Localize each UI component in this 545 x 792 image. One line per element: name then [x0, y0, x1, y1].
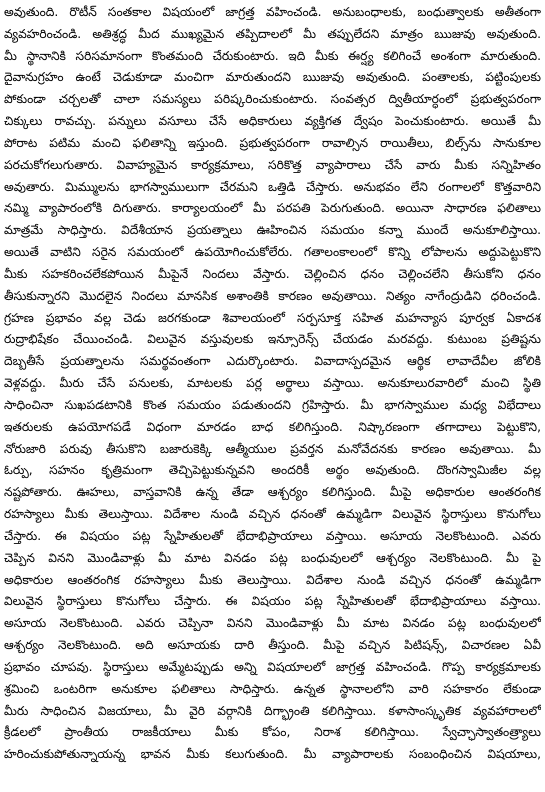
- text-line: నోరుజారి పరువు తీసుకొని బజారుకెక్కి ఆత్మీయుల ప్రవర్తన మనోవేదనకు కారణం అవుతాయి. మీ: [4, 441, 541, 456]
- text-line: చేస్తారు. ఈ విషయం పట్ల స్నేహితులతో భేదాభిప్రాయాలు వస్తాయి. అసూయ నెలకొంటుంది. ఎవరు: [4, 528, 541, 543]
- text-line: విలువైన స్థిరాస్తులు కొనుగోలు చేస్తారు. ఈ విషయం పట్ల స్నేహితులతో భేదాభిప్రాయాలు వస్తాయి.: [4, 594, 541, 609]
- text-line: మీకు సహకరించలేకపోయిన మీపైనే నిందలు వేస్తారు. చెల్లించిన ధనం చెల్లించలేని తీసుకోని ధనం: [4, 266, 541, 281]
- text-line: ప్రభావం చూపవు. స్థిరాస్తులు అమ్మేటప్పుడు అన్ని విషయాలలో జాగ్రత్త వహించండి. గొప్ప కార్యక్రమాలకు: [4, 659, 541, 674]
- text-line: ఓర్పు, సహనం కృత్రిమంగా తెచ్చిపెట్టుకున్నవని అందరికీ అర్థం అవుతుంది. దొంగస్వామిజీల వల్ల: [4, 463, 541, 478]
- text-line: రుద్రాభిషేకం చేయించండి. విలువైన వస్తువులకు ఇన్సూరెన్స్ చేయడం మరవద్దు. కుటుంబ ప్రతిష్టను: [4, 332, 541, 347]
- text-line: దైవానుగ్రహం ఉంటే చెడుకూడా మంచిగా మారుతుందని ఋజువు అవుతుంది. పంతాలకు, పట్టింపులకు: [4, 70, 541, 85]
- text-line: అవుతారు. మిమ్ములను భాగస్వాములుగా చేరమని ఒత్తిడి చేస్తారు. అనుభవం లేని రంగాలలో కొత్తవారిని: [4, 179, 541, 194]
- text-line: అధికారుల ఆంతరంగిక రహస్యాలు మీకు తెలుస్తాయి. విదేశాల నుండి వచ్చిన ధనంతో ఉమ్మడిగా: [4, 572, 541, 587]
- text-line: మీరు సాధించిన విజయాలు, మీ వైరి వర్గానికి దిగ్భ్రాంతి కలిగిస్తాయి. కళాసాంస్కృతిక వ్యవహారాలలో: [4, 703, 541, 718]
- text-line: తీసుకున్నారని మొదలైన నిందలు మానసిక అశాంతికి కారణం అవుతాయి. నిత్యం నాగేంద్రుడిని ధరించండి.: [4, 288, 541, 303]
- document-page: [4, 2, 541, 788]
- text-line: పరచుకోగలుగుతారు. వివాహ్యమైన కార్యక్రమాలు, సరికొత్త వ్యాపారాలు చేసే వారు మీకు సన్నిహితం: [4, 157, 541, 172]
- text-line: నమ్మి వ్యాపారంలోకి దిగుతారు. కార్యాలయంలో మీ పరపతి పెరుగుతుంది. అయినా సాధారణ ఫలితాలు: [4, 201, 541, 216]
- text-line: ఇతరులకు ఉపయోగపడే విధంగా మారడం బాధ కలిగిస్తుంది. నిష్కారణంగా తగాదాలు పెట్టుకొని,: [4, 419, 541, 434]
- text-line: సాధించినా సుఖపడటానికి కొంత సమయం పడుతుందని గ్రహిస్తారు. మీ భాగస్వాముల మధ్య విభేదాలు: [4, 397, 541, 412]
- text-line: పోకుండా చర్చలతో చాలా సమస్యలు పరిష్కరించుకుంటారు. సంవత్సర ద్వితీయార్ధంలో ప్రభుత్వపరంగా: [4, 92, 541, 107]
- text-line: నష్టపోతారు. ఊహలు, వాస్తవానికి ఉన్న తేడా ఆశ్చర్యం కలిగిస్తుంది. మీపై అధికారుల ఆంతరంగిక: [4, 485, 541, 500]
- text-line: అసూయ నెలకొంటుంది. ఎవరు చెప్పినా వినని మొండివాళ్లు మీ మాట వినడం పట్ల బంధువులలో: [4, 616, 541, 631]
- text-line: హరించుకుపోతున్నాయన్న భావన మీకు కలుగుతుంది. మీ వ్యాపారాలకు సంబంధించిన విషయాలు,: [4, 747, 541, 762]
- text-line: వ్యవహరించండి. అతిశ్రద్ధ మీద ముఖ్యమైన తప్పిదాలలో మీ తప్పులేదని మాత్రం ఋజువు అవుతుంది.: [4, 26, 541, 41]
- text-line: వెళ్లవద్దు. మీరు చేసే పనులకు, మాటలకు పర్ల అర్థాలు వస్తాయి. అనుకూలురవారిలో మంచి స్థితి: [4, 376, 541, 391]
- text-line: క్రీడలలో ప్రాంతీయ రాజకీయాలు మీకు కోపం, నిరాశ కలిగిస్తాయి. స్వేచ్ఛాస్వాతంత్ర్యాలు: [4, 725, 541, 740]
- text-line: మాత్రమే సాధిస్తారు. విదేశీయాన ప్రయత్నాలు ఊహించిన సమయం కన్నా ముందే అనుకూలిస్తాయి.: [4, 223, 541, 238]
- text-line: మీ స్థానానికి సరిసమానంగా కొంతమంది చేరుకుంటారు. ఇది మీకు ఈర్ష్య కలిగించే అంశంగా మారుతుంది.: [4, 48, 541, 63]
- text-line: చెప్పిన వినని మొండివాళ్లు మీ మాట వినడం పట్ల బంధువులలో ఆశ్చర్యం నెలకొంటుంది. మీ పై: [4, 550, 541, 565]
- text-line: గ్రహణ ప్రభావం వల్ల చెడు జరగకుండా శివాలయంలో సర్పసూక్త సహిత మహన్యాస పూర్వక ఏకాదశ: [4, 310, 541, 325]
- text-line: శ్రమించి ఒంటరిగా అనుకూల ఫలితాలు సాధిస్తారు. ఉన్నత స్థానాలలోని వారి సహకారం లేకుండా: [4, 681, 541, 696]
- text-line: చిక్కులు రావచ్చు. పన్నులు వసూలు చేసే అధికారులు వ్యక్తిగత ద్వేషం పెంచుకుంటారు. అయితే మీ: [4, 114, 541, 129]
- text-line: అవుతుంది. రొటీన్ సంతకాల విషయంలో జాగ్రత్త వహించండి. అనుబంధాలకు, బంధుత్వాలకు అతీతంగా: [4, 5, 541, 19]
- text-line: దెబ్బతీసే ప్రయత్నాలను సమర్థవంతంగా ఎదుర్కొంటారు. వివాదాస్పదమైన ఆర్థిక లావాదేవీల జోలికి: [4, 354, 541, 369]
- text-line: ఆశ్చర్యం నెలకొంటుంది. అది అసూయకు దారి తీస్తుంది. మీపై వచ్చిన పిటిషన్స్, విచారణల ఏవీ: [4, 638, 541, 653]
- text-line: రహస్యాలు మీకు తెలుస్తాయి. విదేశాల నుండి వచ్చిన ధనంతో ఉమ్మడిగా విలువైన స్థిరాస్తులు కొనుగోలు: [4, 507, 541, 522]
- text-line: అయితే వాటిని సరైన సమయంలో ఉపయోగించుకోలేరు. గతాలంకాలంలో కొన్ని లోపాలను అద్దుపెట్టుకొని: [4, 245, 541, 260]
- text-line: పోరాట పటిమ మంచి ఫలితాన్ని ఇస్తుంది. ప్రభుత్వపరంగా రావాల్సిన రాయితీలు, బిల్స్‌ను సానుకూల: [4, 135, 541, 150]
